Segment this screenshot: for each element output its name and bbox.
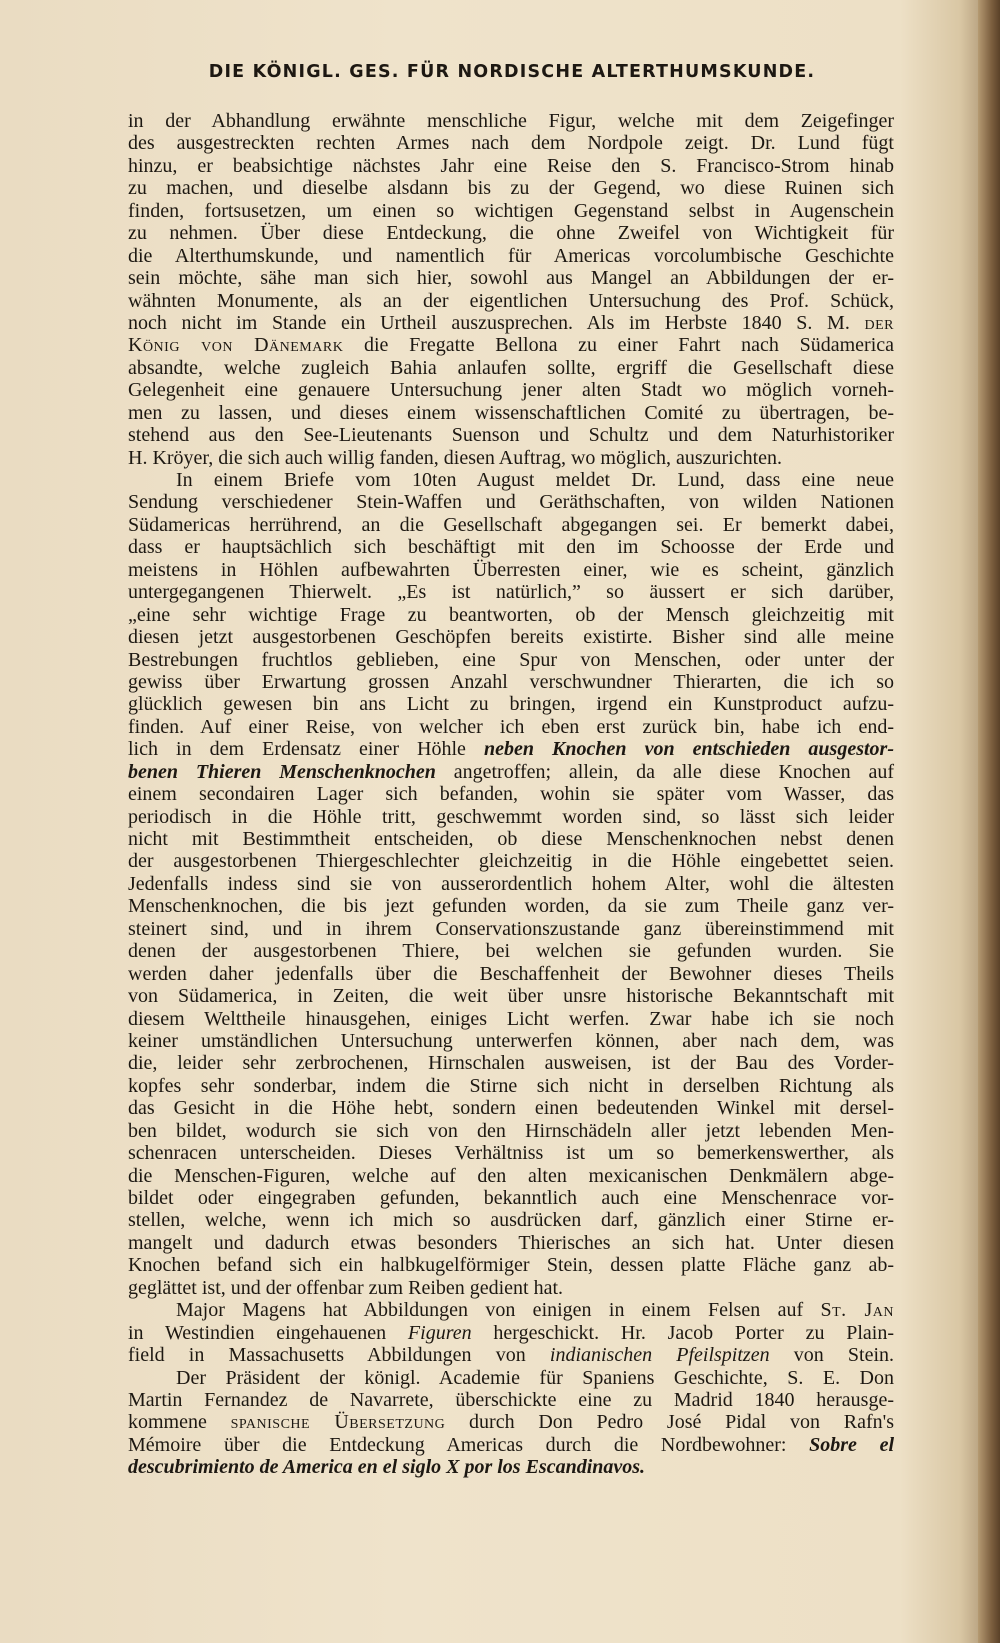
text-line: gewiss über Erwartung grossen Anzahl verschwundner Thierarten, die ich so: [128, 670, 894, 693]
text-line: [128, 761, 894, 783]
text-line: sein möchte, sähe man sich hier, sowohl aus Mangel an Abbildungen der er-: [128, 267, 894, 290]
text-line: denen der ausgestorbenen Thiere, bei welchen sie gefunden wurden. Sie: [128, 940, 894, 963]
page-body: [128, 110, 894, 1479]
text-line: [128, 1411, 894, 1433]
text-line: stehend aus den See-Lieutenants Suenson und Schultz und dem Naturhistoriker: [128, 424, 894, 447]
text-line: [128, 1299, 894, 1321]
small-caps-run: spanische Übersetzung: [230, 1411, 446, 1434]
text-line: nicht mit Bestimmtheit entscheiden, ob diese Menschenknochen nebst denen: [128, 828, 894, 850]
text-line: das Gesicht in die Höhe hebt, sondern einen bedeutenden Winkel mit dersel-: [128, 1097, 894, 1120]
text-line: Südamericas herrührend, an die Gesellschaft abgegangen sei. Er bemerkt dabei,: [128, 513, 894, 536]
text-line: des ausgestreckten rechten Armes nach dem Nordpole zeigt. Dr. Lund fügt: [128, 132, 894, 155]
italic-run: Sobre el: [809, 1433, 895, 1456]
text-line: die, leider sehr zerbrochenen, Hirnschalen ausweisen, ist der Bau des Vorder-: [128, 1052, 894, 1075]
text-line: finden. Auf einer Reise, von welcher ich eben erst zurück bin, habe ich end-: [128, 715, 894, 738]
text-line: zu machen, und dieselbe alsdann bis zu der Gegend, wo diese Ruinen sich: [128, 177, 894, 200]
text-line: diesem Welttheile hinausgehen, einiges Licht werfen. Zwar habe ich sie noch: [128, 1007, 894, 1030]
text-line: Martin Fernandez de Navarrete, überschickte eine zu Madrid 1840 herausge-: [128, 1388, 894, 1411]
text-line: H. Kröyer, die sich auch willig fanden, diesen Auftrag, wo möglich, auszurichten.: [128, 446, 783, 469]
text-line: keiner umständlichen Untersuchung unterwerfen können, aber nach dem, was: [128, 1029, 894, 1052]
italic-run: indianischen Pfeilspitzen: [549, 1344, 770, 1367]
text-line: periodisch in die Höhle tritt, geschwemmt worden sind, so lässt sich leider: [128, 805, 894, 828]
text-line: Sendung verschiedener Stein-Waffen und Geräthschaften, von wilden Nationen: [128, 491, 894, 514]
text-line: mangelt und dadurch etwas besonders Thierisches an sich hat. Unter diesen: [128, 1231, 894, 1254]
text-line: der ausgestorbenen Thiergeschlechter gleichzeitig in die Höhle eingebettet seien.: [128, 850, 894, 873]
running-header: DIE KÖNIGL. GES. FÜR NORDISCHE ALTERTHUMSKUNDE.: [208, 62, 816, 82]
text-line: bildet oder eingegraben gefunden, bekanntlich auch eine Menschenrace vor-: [128, 1187, 894, 1209]
book-spine-edge: [978, 0, 1000, 1643]
text-line: Gelegenheit eine genauere Untersuchung jener alten Stadt wo möglich vorneh-: [128, 379, 894, 402]
text-line: men zu lassen, und dieses einem wissenschaftlichen Comité zu übertragen, be-: [128, 401, 894, 424]
text-line: von Südamerica, in Zeiten, die weit über unsre historische Bekanntschaft mit: [128, 985, 894, 1008]
text-run: Mémoire über die Entdeckung Americas durch die Nordbewohner:: [128, 1433, 787, 1456]
text-line: die Menschen-Figuren, welche auf den alten mexicanischen Denkmälern abge-: [128, 1164, 894, 1187]
text-line: werden daher jedenfalls über die Beschaffenheit der Bewohner dieses Theils: [128, 962, 894, 985]
text-line: steinert sind, und in ihrem Conservationszustande ganz übereinstimmend mit: [128, 917, 894, 940]
small-caps-run: St. Jan: [820, 1299, 895, 1322]
text-run: lich in dem Erdensatz einer Höhle: [128, 738, 466, 761]
text-line: [128, 1322, 894, 1344]
text-line: Der Präsident der königl. Academie für Spaniens Geschichte, S. E. Don: [176, 1366, 894, 1389]
text-line: geglättet ist, und der offenbar zum Reiben gedient hat.: [128, 1276, 564, 1299]
text-line: stellen, welche, wenn ich mich so ausdrücken darf, gänzlich einer Stirne er-: [128, 1209, 894, 1232]
small-caps-run: der: [864, 311, 894, 334]
text-run: durch Don Pedro José Pidal von Rafn's: [469, 1411, 894, 1434]
text-line: ben bildet, wodurch sie sich von den Hirnschädeln aller jetzt lebenden Men-: [128, 1119, 894, 1142]
text-line: glücklich gewesen bin ans Licht zu bringen, irgend ein Kunstproduct aufzu-: [128, 693, 894, 716]
text-line: Menschenknochen, die bis jezt gefunden worden, da sie zum Theile ganz ver-: [128, 895, 894, 918]
text-line: dass er hauptsächlich sich beschäftigt mit den im Schoosse der Erde und: [128, 536, 894, 559]
text-run: field in Massachusetts Abbildungen von: [128, 1344, 526, 1367]
italic-run: neben Knochen von entschieden ausgestor-: [484, 738, 895, 761]
text-line: hinzu, er beabsichtige nächstes Jahr eine Reise den S. Francisco-Strom hinab: [128, 154, 894, 177]
text-line: In einem Briefe vom 10ten August meldet Dr. Lund, dass eine neue: [176, 469, 894, 491]
text-line: [128, 1434, 894, 1456]
text-line: descubrimiento de America en el siglo X por los Escandinavos.: [128, 1456, 646, 1479]
text-run: die Fregatte Bellona zu einer Fahrt nach Südamerica: [363, 334, 895, 357]
text-line: Knochen befand sich ein halbkugelförmiger Stein, dessen platte Fläche ganz ab-: [128, 1254, 894, 1277]
text-line: kopfes sehr sonderbar, indem die Stirne sich nicht in derselben Richtung als: [128, 1074, 894, 1097]
text-line: [128, 312, 894, 334]
text-line: in der Abhandlung erwähnte menschliche Figur, welche mit dem Zeigefinger: [128, 110, 894, 132]
italic-run: Figuren: [407, 1321, 472, 1344]
text-line: einem secondairen Lager sich befanden, wohin sie später vom Wasser, das: [128, 783, 894, 806]
text-line: untergegangenen Thierwelt. „Es ist natürlich,” so äussert er sich darüber,: [128, 581, 894, 604]
text-run: Major Magens hat Abbildungen von einigen in einem Felsen auf: [176, 1299, 804, 1322]
text-line: Bestrebungen fruchtlos geblieben, eine Spur von Menschen, oder unter der: [128, 648, 894, 671]
text-line: Jedenfalls indess sind sie von ausserordentlich hohem Alter, wohl die ältesten: [128, 872, 894, 895]
text-run: angetroffen; allein, da alle diese Knochen auf: [453, 760, 895, 783]
text-line: [128, 738, 894, 760]
text-run: noch nicht im Stande ein Urtheil auszusprechen. Als im Herbste 1840 S. M.: [128, 311, 850, 334]
text-run: kommene: [128, 1411, 207, 1434]
text-line: schenracen unterscheiden. Dieses Verhältniss ist um so bemerkenswerther, als: [128, 1142, 894, 1165]
italic-run: benen Thieren Menschenknochen: [128, 760, 436, 783]
text-line: [128, 334, 894, 356]
text-line: die Alterthumskunde, und namentlich für Americas vorcolumbische Geschichte: [128, 244, 894, 267]
text-run: in Westindien eingehauenen: [128, 1321, 387, 1344]
text-line: „eine sehr wichtige Frage zu beantworten, ob der Mensch gleichzeitig mit: [128, 603, 894, 626]
text-line: zu nehmen. Über diese Entdeckung, die ohne Zweifel von Wichtigkeit für: [128, 222, 894, 245]
text-line: absandte, welche zugleich Bahia anlaufen sollte, ergriff die Gesellschaft diese: [128, 356, 894, 379]
text-line: [128, 1344, 894, 1366]
text-line: diesen jetzt ausgestorbenen Geschöpfen bereits existirte. Bisher sind alle meine: [128, 626, 894, 649]
text-run: von Stein.: [793, 1344, 895, 1367]
text-run: hergeschickt. Hr. Jacob Porter zu Plain-: [493, 1321, 894, 1344]
text-line: wähnten Monumente, als an der eigentlichen Untersuchung des Prof. Schück,: [128, 289, 894, 312]
small-caps-run: König von Dänemark: [128, 334, 344, 357]
text-line: meistens in Höhlen aufbewahrten Überresten einer, wie es scheint, gänzlich: [128, 558, 894, 581]
text-line: finden, fortsusetzen, um einen so wichtigen Gegenstand selbst in Augenschein: [128, 199, 894, 222]
